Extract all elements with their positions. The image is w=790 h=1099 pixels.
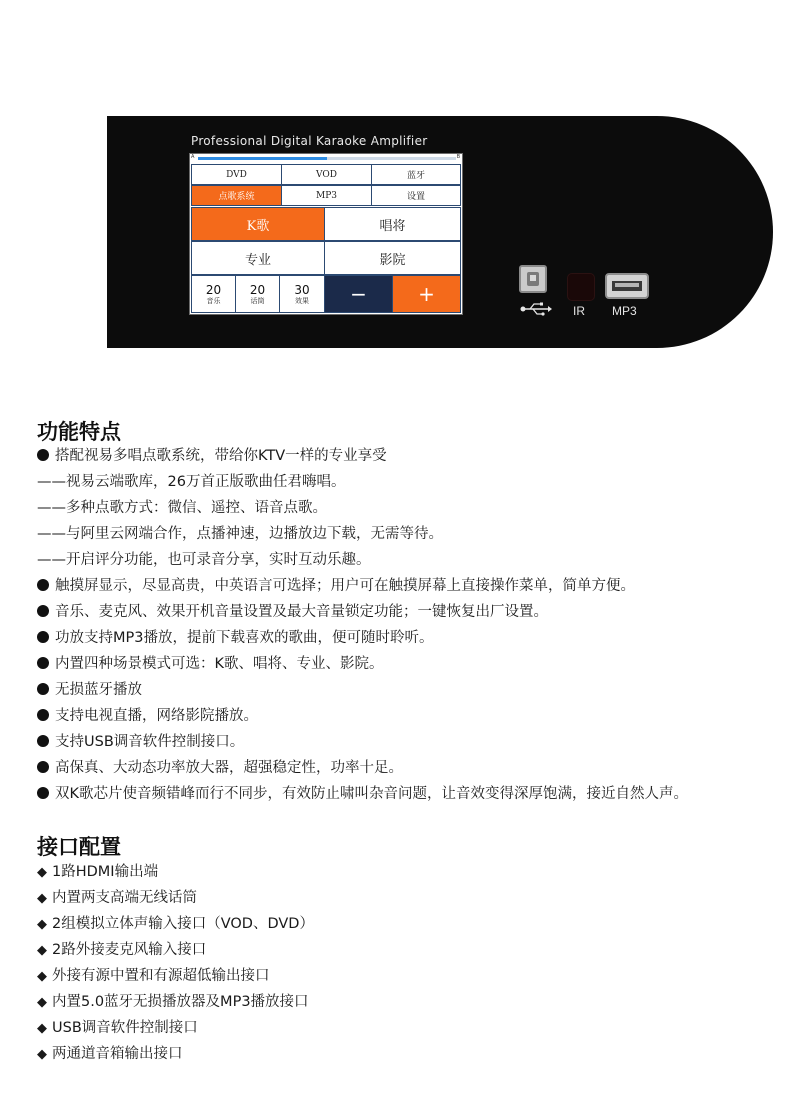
feature-text: 支持USB调音软件控制接口。: [55, 734, 245, 750]
feature-text: 支持电视直播，网络影院播放。: [55, 708, 258, 724]
feature-text: 触摸屏显示，尽显高贵，中英语言可选择；用户可在触摸屏幕上直接操作菜单，简单方便。: [55, 578, 635, 594]
panel-title: Professional Digital Karaoke Amplifier: [191, 134, 428, 148]
feature-text: 高保真、大动态功率放大器，超强稳定性，功率十足。: [55, 760, 403, 776]
bullet-dot-icon: [37, 579, 49, 591]
feature-text: ——与阿里云网端合作，点播神速，边播放边下载，无需等待。: [37, 526, 443, 542]
interface-item: [37, 859, 314, 885]
diamond-bullet-icon: ◆: [37, 943, 47, 958]
touch-screen: [189, 153, 463, 315]
stat-effect-value: 30: [294, 282, 310, 297]
bullet-dot-icon: [37, 657, 49, 669]
menu-dvd[interactable]: DVD: [191, 164, 282, 185]
menu-vod[interactable]: VOD: [281, 164, 372, 185]
feature-text: ——视易云端歌库，26万首正版歌曲任君嗨唱。: [37, 474, 346, 490]
interface-item: [37, 885, 314, 911]
diamond-bullet-icon: ◆: [37, 969, 47, 984]
interface-item: [37, 963, 314, 989]
feature-item: [37, 469, 688, 495]
ir-receiver: [567, 273, 595, 301]
diamond-bullet-icon: ◆: [37, 917, 47, 932]
volume-plus-button[interactable]: +: [392, 275, 461, 313]
diamond-bullet-icon: ◆: [37, 891, 47, 906]
diamond-bullet-icon: ◆: [37, 865, 47, 880]
menu-bluetooth[interactable]: 蓝牙: [371, 164, 461, 185]
interface-text: 内置5.0蓝牙无损播放器及MP3播放接口: [52, 994, 309, 1010]
feature-text: 双K歌芯片使音频错峰而行不同步，有效防止啸叫杂音问题，让音效变得深厚饱满，接近自然人声。: [55, 786, 689, 802]
bullet-dot-icon: [37, 787, 49, 799]
mode-k-song[interactable]: K歌: [191, 207, 325, 241]
feature-text: ——多种点歌方式：微信、遥控、语音点歌。: [37, 500, 327, 516]
feature-text: 功放支持MP3播放，提前下载喜欢的歌曲，便可随时聆听。: [55, 630, 434, 646]
bullet-dot-icon: [37, 761, 49, 773]
feature-item: [37, 651, 688, 677]
feature-item: [37, 495, 688, 521]
feature-item: [37, 703, 688, 729]
interface-item: [37, 1041, 314, 1067]
features-list: [37, 443, 688, 807]
feature-item: [37, 547, 688, 573]
feature-text: 搭配视易多唱点歌系统，带给你KTV一样的专业享受: [55, 448, 387, 464]
feature-text: 无损蓝牙播放: [55, 682, 142, 698]
diamond-bullet-icon: ◆: [37, 1021, 47, 1036]
menu-song-system[interactable]: 点歌系统: [191, 185, 282, 206]
feature-item: [37, 599, 688, 625]
feature-item: [37, 755, 688, 781]
interfaces-heading: 接口配置: [37, 835, 121, 859]
feature-text: 内置四种场景模式可选：K歌、唱将、专业、影院。: [55, 656, 384, 672]
bullet-dot-icon: [37, 631, 49, 643]
interface-text: 2组模拟立体声输入接口（VOD、DVD）: [52, 916, 314, 932]
bullet-dot-icon: [37, 605, 49, 617]
stat-mic[interactable]: [235, 275, 280, 313]
interface-item: [37, 1015, 314, 1041]
usb-b-port: [519, 265, 547, 293]
feature-text: 音乐、麦克风、效果开机音量设置及最大音量锁定功能；一键恢复出厂设置。: [55, 604, 548, 620]
menu-settings[interactable]: 设置: [371, 185, 461, 206]
feature-item: [37, 443, 688, 469]
feature-item: [37, 625, 688, 651]
feature-item: [37, 781, 688, 807]
diamond-bullet-icon: ◆: [37, 1047, 47, 1062]
feature-item: [37, 677, 688, 703]
interface-text: 2路外接麦克风输入接口: [52, 942, 207, 958]
stat-music-value: 20: [205, 282, 222, 297]
progress-label-a: A: [191, 154, 195, 160]
bullet-dot-icon: [37, 709, 49, 721]
stat-music-label: 音乐: [206, 296, 221, 305]
features-heading: 功能特点: [37, 420, 121, 444]
mp3-label: MP3: [612, 304, 637, 318]
stat-effect[interactable]: [279, 275, 325, 313]
usb-icon: [520, 302, 552, 316]
interfaces-list: [37, 859, 314, 1067]
mode-cinema[interactable]: 影院: [324, 241, 461, 275]
interface-item: [37, 911, 314, 937]
mode-singer[interactable]: 唱将: [324, 207, 461, 241]
interface-text: 1路HDMI输出端: [52, 864, 159, 880]
stat-mic-label: 话筒: [250, 296, 265, 305]
interface-item: [37, 989, 314, 1015]
mode-professional[interactable]: 专业: [191, 241, 325, 275]
interface-text: 两通道音箱输出接口: [52, 1046, 183, 1062]
feature-item: [37, 729, 688, 755]
ir-label: IR: [573, 304, 585, 318]
feature-item: [37, 573, 688, 599]
bullet-dot-icon: [37, 735, 49, 747]
stat-music[interactable]: [191, 275, 236, 313]
progress-bar[interactable]: [198, 157, 456, 160]
diamond-bullet-icon: ◆: [37, 995, 47, 1010]
menu-mp3[interactable]: MP3: [281, 185, 372, 206]
bullet-dot-icon: [37, 449, 49, 461]
usb-a-port: [605, 273, 649, 299]
progress-fill: [198, 157, 327, 160]
bullet-dot-icon: [37, 683, 49, 695]
stat-effect-label: 效果: [295, 296, 309, 305]
interface-text: 内置两支高端无线话筒: [52, 890, 197, 906]
progress-label-b: B: [456, 154, 460, 160]
feature-item: [37, 521, 688, 547]
interface-text: USB调音软件控制接口: [52, 1020, 198, 1036]
interface-item: [37, 937, 314, 963]
feature-text: ——开启评分功能，也可录音分享，实时互动乐趣。: [37, 552, 371, 568]
volume-minus-button[interactable]: −: [324, 275, 393, 313]
stat-mic-value: 20: [249, 282, 266, 297]
interface-text: 外接有源中置和有源超低输出接口: [52, 968, 270, 984]
